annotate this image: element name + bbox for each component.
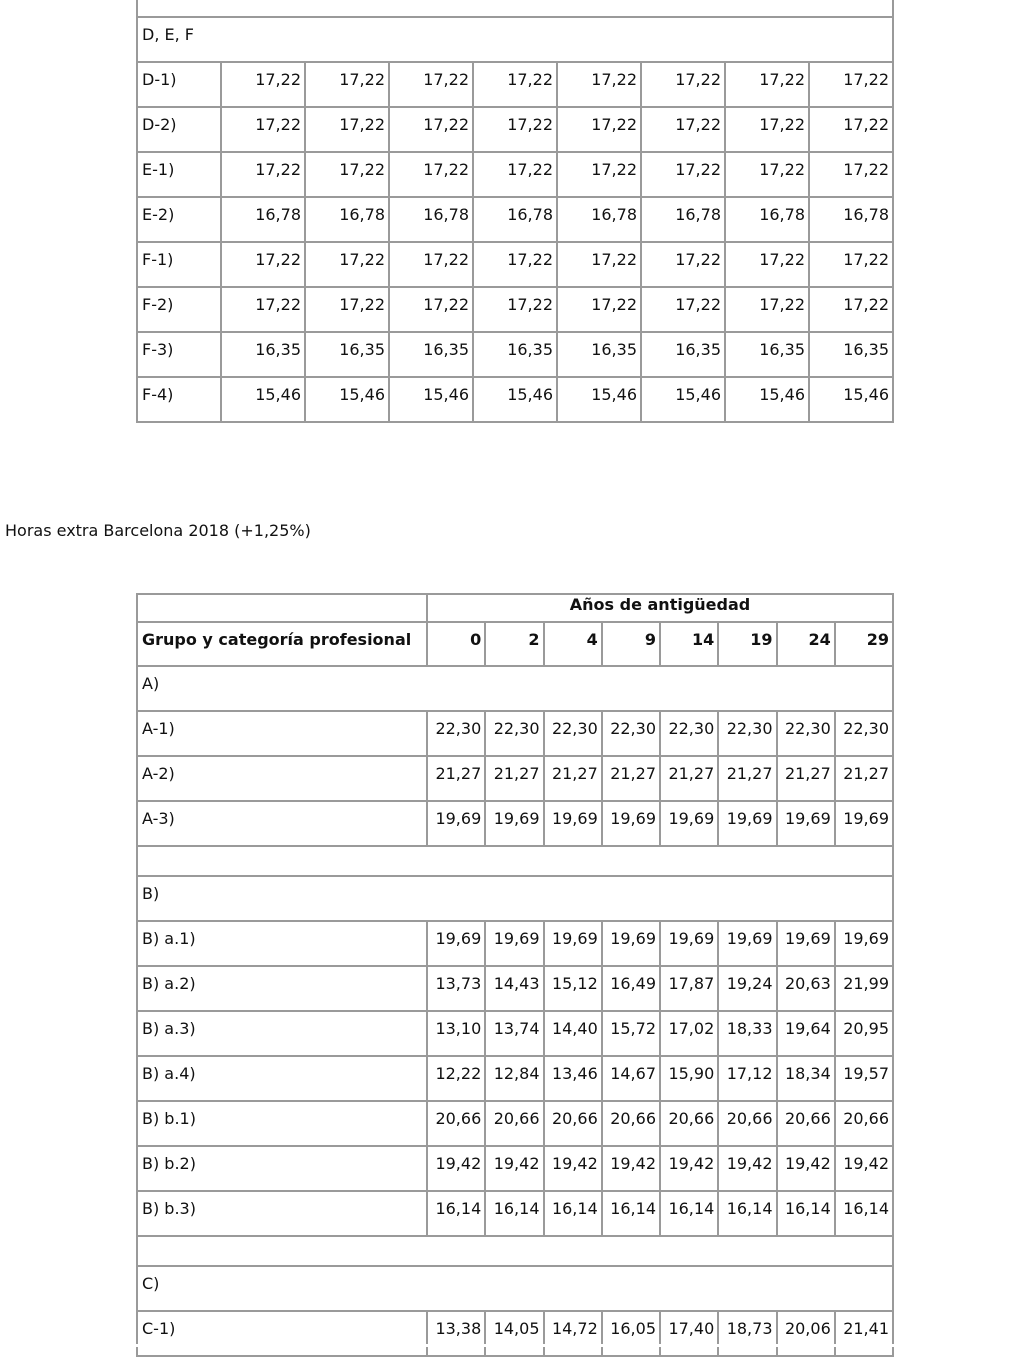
row-label: A-3) bbox=[138, 802, 428, 847]
table-cell: 19,69 bbox=[486, 922, 544, 967]
header-seniority: Años de antigüedad bbox=[428, 595, 894, 623]
table-cell: 16,35 bbox=[642, 333, 726, 378]
table-cell: 19,42 bbox=[428, 1147, 486, 1192]
table-cell: 17,22 bbox=[642, 153, 726, 198]
table-cell: 17,22 bbox=[474, 63, 558, 108]
table-cell: 19,69 bbox=[778, 802, 836, 847]
row-label: C-1) bbox=[138, 1312, 428, 1357]
table-cell: 20,66 bbox=[603, 1102, 661, 1147]
blank-row bbox=[138, 0, 894, 18]
table-cell: 20,66 bbox=[661, 1102, 719, 1147]
table-cell: 19,24 bbox=[719, 967, 777, 1012]
row-label: B) b.1) bbox=[138, 1102, 428, 1147]
table-cell: 12,84 bbox=[486, 1057, 544, 1102]
table-cell: 15,46 bbox=[474, 378, 558, 423]
table-row bbox=[138, 1102, 894, 1147]
row-label: E-2) bbox=[138, 198, 222, 243]
table-cell: 22,30 bbox=[603, 712, 661, 757]
table-cell: 21,27 bbox=[545, 757, 603, 802]
table-row bbox=[138, 1012, 894, 1057]
table-cell: 22,30 bbox=[486, 712, 544, 757]
table-cell: 16,35 bbox=[474, 333, 558, 378]
table-cell: 12,22 bbox=[428, 1057, 486, 1102]
row-label: D-2) bbox=[138, 108, 222, 153]
table-cell: 21,99 bbox=[836, 967, 894, 1012]
table-cell: 16,14 bbox=[486, 1192, 544, 1237]
blank-cell bbox=[138, 847, 894, 877]
table-cell: 19,69 bbox=[545, 802, 603, 847]
table-cell: 16,78 bbox=[558, 198, 642, 243]
blank-row bbox=[138, 847, 894, 877]
table-cell: 16,78 bbox=[306, 198, 390, 243]
table-cell: 19,69 bbox=[545, 922, 603, 967]
table-cell: 17,22 bbox=[642, 63, 726, 108]
table-cell: 21,27 bbox=[836, 757, 894, 802]
table-cell: 19,69 bbox=[661, 802, 719, 847]
table-cell: 17,22 bbox=[306, 108, 390, 153]
table-cell: 21,27 bbox=[719, 757, 777, 802]
table-row bbox=[138, 967, 894, 1012]
table-cell: 15,46 bbox=[558, 378, 642, 423]
table-cell: 19,69 bbox=[428, 802, 486, 847]
table-row bbox=[138, 712, 894, 757]
table-cell: 17,22 bbox=[558, 108, 642, 153]
table-cell: 16,35 bbox=[810, 333, 894, 378]
row-label: F-4) bbox=[138, 378, 222, 423]
table-cell: 19,57 bbox=[836, 1057, 894, 1102]
row-label: A-2) bbox=[138, 757, 428, 802]
row-label: B) a.3) bbox=[138, 1012, 428, 1057]
group-row bbox=[138, 18, 894, 63]
table-cell: 17,22 bbox=[474, 108, 558, 153]
table-cell: 17,22 bbox=[390, 108, 474, 153]
overtime-table-previous bbox=[136, 0, 894, 423]
table-cell: 16,05 bbox=[603, 1312, 661, 1357]
table-cell: 17,22 bbox=[558, 288, 642, 333]
table-cell: 16,35 bbox=[306, 333, 390, 378]
table-cell: 14,05 bbox=[486, 1312, 544, 1357]
table-cell: 22,30 bbox=[719, 712, 777, 757]
table-row bbox=[138, 1192, 894, 1237]
table-cell: 14,72 bbox=[545, 1312, 603, 1357]
group-label: B) bbox=[138, 877, 894, 922]
table-cell: 17,22 bbox=[726, 288, 810, 333]
table-cell: 13,46 bbox=[545, 1057, 603, 1102]
table-cell: 16,78 bbox=[642, 198, 726, 243]
group-label: A) bbox=[138, 667, 894, 712]
group-row bbox=[138, 667, 894, 712]
group-label: C) bbox=[138, 1267, 894, 1312]
table-cell: 19,42 bbox=[486, 1147, 544, 1192]
row-label: B) a.2) bbox=[138, 967, 428, 1012]
table-cell: 17,22 bbox=[726, 153, 810, 198]
table-cell: 16,14 bbox=[836, 1192, 894, 1237]
column-header: 29 bbox=[836, 623, 894, 667]
table-row bbox=[138, 63, 894, 108]
table-cell: 17,22 bbox=[222, 153, 306, 198]
table-cell: 15,46 bbox=[810, 378, 894, 423]
table-cell: 15,46 bbox=[642, 378, 726, 423]
table-row bbox=[138, 757, 894, 802]
table-cell: 20,66 bbox=[486, 1102, 544, 1147]
table-cell: 19,69 bbox=[603, 802, 661, 847]
table-cell: 20,66 bbox=[428, 1102, 486, 1147]
table-cell: 13,73 bbox=[428, 967, 486, 1012]
table-cell: 17,22 bbox=[306, 243, 390, 288]
table-cell: 20,66 bbox=[836, 1102, 894, 1147]
table-body bbox=[138, 0, 894, 423]
row-label: F-3) bbox=[138, 333, 222, 378]
table-cell: 19,69 bbox=[719, 922, 777, 967]
table-cell: 16,78 bbox=[474, 198, 558, 243]
table-row bbox=[138, 1147, 894, 1192]
table-cell: 20,66 bbox=[719, 1102, 777, 1147]
table-cell: 17,87 bbox=[661, 967, 719, 1012]
table-cell: 18,33 bbox=[719, 1012, 777, 1057]
table-row bbox=[138, 333, 894, 378]
table-cell: 19,69 bbox=[778, 922, 836, 967]
table-cell: 16,14 bbox=[603, 1192, 661, 1237]
table-cell: 13,10 bbox=[428, 1012, 486, 1057]
table-cell: 19,69 bbox=[836, 922, 894, 967]
table-cell: 15,46 bbox=[390, 378, 474, 423]
table-body bbox=[138, 595, 894, 1357]
table-cell: 17,22 bbox=[726, 243, 810, 288]
table-cell: 20,63 bbox=[778, 967, 836, 1012]
table-cell: 21,27 bbox=[428, 757, 486, 802]
row-label: A-1) bbox=[138, 712, 428, 757]
table-cell: 17,22 bbox=[222, 63, 306, 108]
table-cell: 18,73 bbox=[719, 1312, 777, 1357]
row-label: B) b.2) bbox=[138, 1147, 428, 1192]
table-cell: 19,42 bbox=[661, 1147, 719, 1192]
table-cell: 15,90 bbox=[661, 1057, 719, 1102]
table-cell: 13,38 bbox=[428, 1312, 486, 1357]
table-cell: 15,46 bbox=[306, 378, 390, 423]
section-title: Horas extra Barcelona 2018 (+1,25%) bbox=[5, 521, 311, 540]
table-cell: 19,42 bbox=[836, 1147, 894, 1192]
table-cell: 19,42 bbox=[603, 1147, 661, 1192]
table-cell: 14,43 bbox=[486, 967, 544, 1012]
table-row bbox=[138, 802, 894, 847]
table-cell: 16,35 bbox=[222, 333, 306, 378]
table-cell: 17,22 bbox=[306, 63, 390, 108]
table-cell: 17,22 bbox=[810, 153, 894, 198]
table-cell: 17,22 bbox=[390, 63, 474, 108]
table-cell: 17,22 bbox=[810, 288, 894, 333]
table-cell: 17,12 bbox=[719, 1057, 777, 1102]
group-label: D, E, F bbox=[138, 18, 894, 63]
row-label: D-1) bbox=[138, 63, 222, 108]
table-cell: 17,22 bbox=[642, 108, 726, 153]
table-cell: 16,14 bbox=[719, 1192, 777, 1237]
table-cell: 19,42 bbox=[719, 1147, 777, 1192]
table-cell: 21,27 bbox=[603, 757, 661, 802]
table-row bbox=[138, 198, 894, 243]
table-cell: 16,35 bbox=[726, 333, 810, 378]
table-row bbox=[138, 288, 894, 333]
table-row bbox=[138, 1312, 894, 1357]
table-cell: 17,22 bbox=[390, 288, 474, 333]
blank-cell bbox=[138, 1237, 894, 1267]
table-cell: 20,66 bbox=[778, 1102, 836, 1147]
table-cell: 17,22 bbox=[558, 153, 642, 198]
group-row bbox=[138, 877, 894, 922]
table-cell: 17,22 bbox=[474, 243, 558, 288]
column-header: 19 bbox=[719, 623, 777, 667]
table-cell: 17,22 bbox=[390, 243, 474, 288]
table-cell: 19,42 bbox=[778, 1147, 836, 1192]
table-cell: 22,30 bbox=[428, 712, 486, 757]
table-cell: 16,35 bbox=[558, 333, 642, 378]
table-cell: 17,22 bbox=[726, 108, 810, 153]
table-cell: 14,40 bbox=[545, 1012, 603, 1057]
table-cell: 21,27 bbox=[661, 757, 719, 802]
table-cell: 19,69 bbox=[661, 922, 719, 967]
table-cell: 22,30 bbox=[778, 712, 836, 757]
row-label: B) b.3) bbox=[138, 1192, 428, 1237]
table-cell: 19,42 bbox=[545, 1147, 603, 1192]
table-cell: 21,41 bbox=[836, 1312, 894, 1357]
table-cell: 17,22 bbox=[558, 63, 642, 108]
table-cell: 19,69 bbox=[603, 922, 661, 967]
table-column-row bbox=[138, 623, 894, 667]
table-cell: 17,22 bbox=[810, 108, 894, 153]
column-header: 9 bbox=[603, 623, 661, 667]
table-cell: 17,22 bbox=[558, 243, 642, 288]
column-header: 2 bbox=[486, 623, 544, 667]
table-header-row bbox=[138, 595, 894, 623]
table-cell: 16,78 bbox=[810, 198, 894, 243]
table-cell: 16,35 bbox=[390, 333, 474, 378]
table-cell: 17,22 bbox=[642, 243, 726, 288]
table-cell: 22,30 bbox=[661, 712, 719, 757]
row-label: F-2) bbox=[138, 288, 222, 333]
table-cell: 16,14 bbox=[428, 1192, 486, 1237]
table-cell: 21,27 bbox=[486, 757, 544, 802]
table-cell: 20,66 bbox=[545, 1102, 603, 1147]
table-row bbox=[138, 1057, 894, 1102]
group-row bbox=[138, 1267, 894, 1312]
column-header: 0 bbox=[428, 623, 486, 667]
overtime-table-barcelona-2018 bbox=[136, 593, 894, 1357]
table-cell: 15,12 bbox=[545, 967, 603, 1012]
row-label: F-1) bbox=[138, 243, 222, 288]
table-cell: 17,22 bbox=[306, 288, 390, 333]
table-cell: 16,78 bbox=[726, 198, 810, 243]
row-label: E-1) bbox=[138, 153, 222, 198]
table-cell: 21,27 bbox=[778, 757, 836, 802]
row-label: B) a.1) bbox=[138, 922, 428, 967]
table-cell: 16,49 bbox=[603, 967, 661, 1012]
table-cell: 14,67 bbox=[603, 1057, 661, 1102]
table-row bbox=[138, 922, 894, 967]
table-cell: 17,22 bbox=[222, 243, 306, 288]
table-cell: 15,72 bbox=[603, 1012, 661, 1057]
table-cell: 16,78 bbox=[390, 198, 474, 243]
column-header: 14 bbox=[661, 623, 719, 667]
table-cell: 16,14 bbox=[661, 1192, 719, 1237]
table-cell: 17,22 bbox=[474, 288, 558, 333]
table-cell: 16,14 bbox=[778, 1192, 836, 1237]
table-cell: 17,22 bbox=[810, 63, 894, 108]
table-cell: 20,06 bbox=[778, 1312, 836, 1357]
table-cell: 19,69 bbox=[836, 802, 894, 847]
table-cell: 17,22 bbox=[306, 153, 390, 198]
table-row bbox=[138, 108, 894, 153]
table-cell: 13,74 bbox=[486, 1012, 544, 1057]
table-cell: 17,22 bbox=[474, 153, 558, 198]
table-cell: 15,46 bbox=[222, 378, 306, 423]
table-cell: 17,22 bbox=[726, 63, 810, 108]
blank-row bbox=[138, 1237, 894, 1267]
table-cell: 17,22 bbox=[222, 288, 306, 333]
table-cell: 15,46 bbox=[726, 378, 810, 423]
table-cell: 16,14 bbox=[545, 1192, 603, 1237]
table-cell: 18,34 bbox=[778, 1057, 836, 1102]
table-cell: 16,78 bbox=[222, 198, 306, 243]
table-cell: 19,69 bbox=[486, 802, 544, 847]
table-cell: 19,64 bbox=[778, 1012, 836, 1057]
table-cell: 22,30 bbox=[545, 712, 603, 757]
table-row bbox=[138, 378, 894, 423]
table-cell: 17,40 bbox=[661, 1312, 719, 1357]
table-cell: 20,95 bbox=[836, 1012, 894, 1057]
table-cell: 19,69 bbox=[719, 802, 777, 847]
table-cell: 17,22 bbox=[642, 288, 726, 333]
table-cell: 17,22 bbox=[222, 108, 306, 153]
blank-cell bbox=[138, 0, 894, 18]
table-row bbox=[138, 243, 894, 288]
table-cell: 17,02 bbox=[661, 1012, 719, 1057]
table-cell: 19,69 bbox=[428, 922, 486, 967]
header-empty-cell bbox=[138, 595, 428, 623]
table-row bbox=[138, 153, 894, 198]
column-header: 4 bbox=[545, 623, 603, 667]
row-label: B) a.4) bbox=[138, 1057, 428, 1102]
header-category: Grupo y categoría profesional bbox=[138, 623, 428, 667]
table-cell: 22,30 bbox=[836, 712, 894, 757]
column-header: 24 bbox=[778, 623, 836, 667]
table-cell: 17,22 bbox=[810, 243, 894, 288]
table-cell: 17,22 bbox=[390, 153, 474, 198]
